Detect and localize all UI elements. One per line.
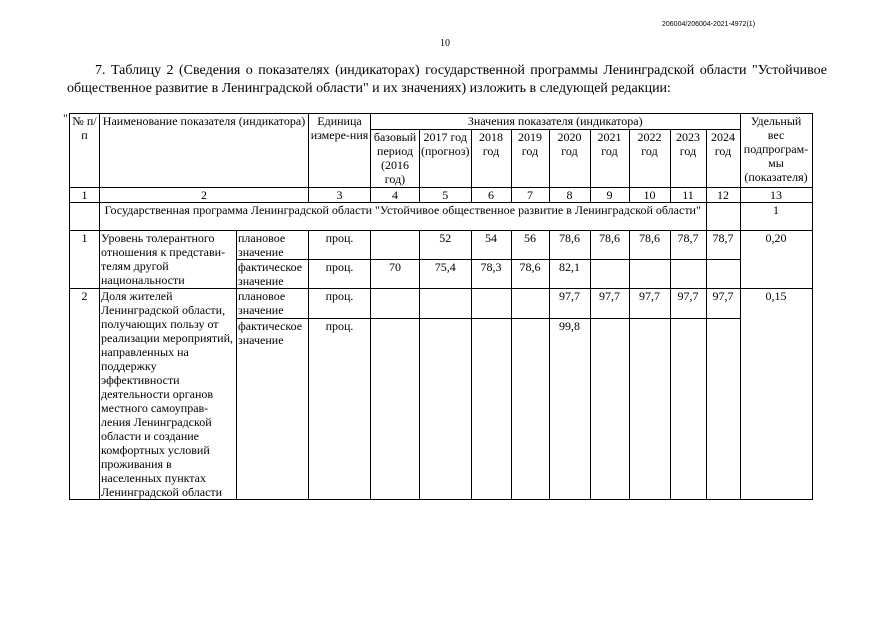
value-cell (371, 319, 420, 500)
header-2020: 2020 год (549, 130, 590, 188)
col-number: 9 (590, 188, 629, 203)
col-number: 7 (511, 188, 549, 203)
program-num-cell (70, 203, 100, 231)
col-number: 5 (420, 188, 472, 203)
value-cell (670, 260, 706, 289)
value-cell (629, 260, 670, 289)
value-cell: 78,6 (549, 231, 590, 260)
value-cell (471, 319, 511, 500)
col-number: 1 (70, 188, 100, 203)
col-number: 4 (371, 188, 420, 203)
col-number: 2 (100, 188, 309, 203)
value-cell: 99,8 (549, 319, 590, 500)
value-type: плановое значение (237, 289, 309, 319)
value-type: фактическое значение (237, 319, 309, 500)
value-cell: 78,6 (590, 231, 629, 260)
page-number: 10 (440, 38, 450, 49)
unit: проц. (309, 231, 371, 260)
value-cell (420, 289, 472, 319)
indicator-name: Доля жителей Ленинградской области, получающих пользу от реализации мероприятий, направленных на поддержку эффективности деятельности органов местного самоуправ-ления Ленинградской области и создание комфортных условий проживания в населенных пунктах Ленинградской области (100, 289, 237, 500)
value-cell (629, 319, 670, 500)
value-type: фактическое значение (237, 260, 309, 289)
col-number: 12 (706, 188, 740, 203)
col-number: 6 (471, 188, 511, 203)
value-cell (511, 289, 549, 319)
header-2018: 2018 год (471, 130, 511, 188)
value-cell (371, 289, 420, 319)
opening-quote: " (63, 111, 68, 125)
col-number: 13 (740, 188, 812, 203)
col-number: 8 (549, 188, 590, 203)
value-cell (706, 319, 740, 500)
unit: проц. (309, 260, 371, 289)
program-title: Государственная программа Ленинградской области "Устойчивое общественное развитие в Ленинградской области" (100, 203, 707, 231)
value-cell: 56 (511, 231, 549, 260)
header-weight: Удельный вес подпрограм-мы (показателя) (740, 114, 812, 188)
value-cell (670, 319, 706, 500)
document-id: 206004/206004-2021-4972(1) (662, 21, 756, 28)
value-cell: 78,3 (471, 260, 511, 289)
row-num: 2 (70, 289, 100, 500)
indicator-name: Уровень толерантного отношения к представи-телям другой национальности (100, 231, 237, 289)
value-cell (471, 289, 511, 319)
value-cell: 97,7 (706, 289, 740, 319)
col-number: 3 (309, 188, 371, 203)
col-number: 10 (629, 188, 670, 203)
value-cell (371, 231, 420, 260)
value-cell (590, 260, 629, 289)
col-number: 11 (670, 188, 706, 203)
value-cell: 78,6 (629, 231, 670, 260)
header-2023: 2023 год (670, 130, 706, 188)
header-2022: 2022 год (629, 130, 670, 188)
value-cell: 78,6 (511, 260, 549, 289)
value-cell: 70 (371, 260, 420, 289)
value-cell: 97,7 (670, 289, 706, 319)
header-base: базовый период (2016 год) (371, 130, 420, 188)
header-values-group: Значения показателя (индикатора) (371, 114, 741, 130)
value-cell: 97,7 (629, 289, 670, 319)
header-num: № п/п (70, 114, 100, 188)
indicators-table (69, 113, 813, 500)
instruction-paragraph: 7. Таблицу 2 (Сведения о показателях (индикаторах) государственной программы Ленинградской области "Устойчивое общественное развитие в Ленинградской области" и их значениях) изложить в следующей редакции: (67, 63, 827, 96)
value-cell (420, 319, 472, 500)
value-cell (511, 319, 549, 500)
header-2021: 2021 год (590, 130, 629, 188)
value-cell: 97,7 (549, 289, 590, 319)
header-2017: 2017 год (прогноз) (420, 130, 472, 188)
row-num: 1 (70, 231, 100, 289)
value-cell: 78,7 (670, 231, 706, 260)
unit: проц. (309, 289, 371, 319)
program-empty-cell (706, 203, 740, 231)
header-unit: Единица измере-ния (309, 114, 371, 188)
header-name: Наименование показателя (индикатора) (100, 114, 309, 188)
program-weight: 1 (740, 203, 812, 231)
unit: проц. (309, 319, 371, 500)
value-cell (590, 319, 629, 500)
value-cell: 75,4 (420, 260, 472, 289)
header-2024: 2024 год (706, 130, 740, 188)
header-2019: 2019 год (511, 130, 549, 188)
weight-cell: 0,20 (740, 231, 812, 289)
value-type: плановое значение (237, 231, 309, 260)
value-cell: 97,7 (590, 289, 629, 319)
value-cell: 52 (420, 231, 472, 260)
value-cell (706, 260, 740, 289)
value-cell: 82,1 (549, 260, 590, 289)
weight-cell: 0,15 (740, 289, 812, 500)
value-cell: 78,7 (706, 231, 740, 260)
value-cell: 54 (471, 231, 511, 260)
